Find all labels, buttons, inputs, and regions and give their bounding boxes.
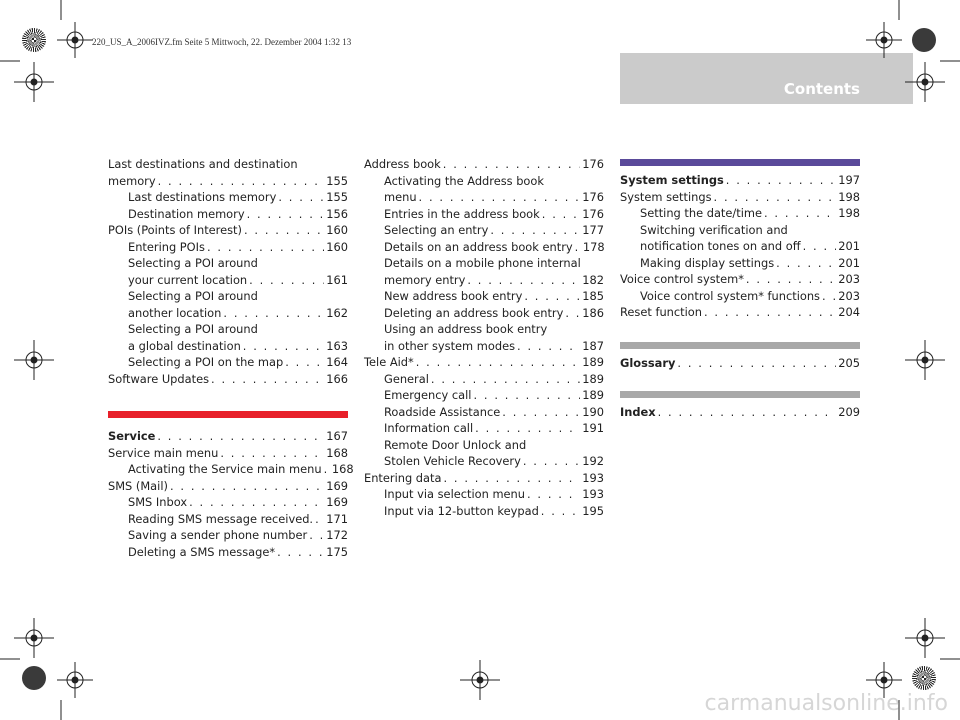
toc-entry[interactable]: SMS (Mail) . . . 169 — [108, 478, 348, 495]
toc-entry-text: Activating the Address book — [384, 173, 544, 188]
section-title-box — [620, 53, 913, 104]
toc-entry[interactable]: Last destinations memory . . . 155 — [108, 189, 348, 206]
rosette-mark-icon — [22, 28, 46, 52]
toc-entry[interactable]: SMS Inbox . . . 169 — [108, 494, 348, 511]
toc-entry[interactable]: Deleting a SMS message* . . . 175 — [108, 544, 348, 561]
crosshair-icon — [14, 618, 54, 658]
toc-entry[interactable]: Making display settings . . . 201 — [620, 255, 860, 272]
toc-entry[interactable]: your current location . . . 161 — [108, 272, 348, 289]
toc-entry-text: Switching verification and — [640, 222, 788, 237]
toc-entry[interactable]: System settings . . . 198 — [620, 189, 860, 206]
toc-entry[interactable]: menu . . . 176 — [364, 189, 604, 206]
index-section-bar — [620, 391, 860, 398]
toc-entry[interactable]: Voice control system* . . . 203 — [620, 271, 860, 288]
toc-entry[interactable]: Software Updates . . . 166 — [108, 371, 348, 388]
toc-entry[interactable]: Information call . . . 191 — [364, 420, 604, 437]
toc-entry[interactable]: Input via selection menu . . . 193 — [364, 486, 604, 503]
toc-entry[interactable]: memory . . . 155 — [108, 173, 348, 190]
rosette-mark-icon — [912, 666, 936, 690]
toc-entry[interactable]: POIs (Points of Interest) . . . 160 — [108, 222, 348, 239]
toc-entry[interactable]: Address book . . . 176 — [364, 156, 604, 173]
toc-entry[interactable]: Details on an address book entry . . . 178 — [364, 239, 604, 256]
toc-column-1 — [108, 156, 354, 560]
crosshair-icon — [14, 62, 54, 102]
section-title: Contents — [783, 80, 860, 98]
toc-entry[interactable]: Selecting a POI on the map . . . 164 — [108, 354, 348, 371]
system-settings-section-bar — [620, 159, 860, 166]
toc-section-system-settings[interactable]: System settings . . . 197 — [620, 172, 860, 189]
toc-entry[interactable]: Setting the date/time . . . 198 — [620, 205, 860, 222]
dark-dot-mark-icon — [22, 666, 46, 690]
toc-entry-text: Using an address book entry — [384, 322, 548, 336]
toc-entry[interactable]: Service main menu . . . 168 — [108, 445, 348, 462]
toc-entry[interactable]: in other system modes . . . 187 — [364, 338, 604, 355]
toc-entry[interactable]: Entering POIs . . . 160 — [108, 239, 348, 256]
crosshair-icon — [905, 618, 945, 658]
watermark: carmanualsonline.info — [704, 691, 948, 716]
crosshair-icon — [57, 22, 93, 58]
toc-column-3 — [620, 159, 860, 421]
toc-entry[interactable]: Entering data . . . 193 — [364, 470, 604, 487]
toc-entry[interactable]: Reset function . . . 204 — [620, 304, 860, 321]
dark-dot-mark-icon — [912, 28, 936, 52]
toc-entry[interactable]: New address book entry . . . 185 — [364, 288, 604, 305]
toc-entry[interactable]: Destination memory . . . 156 — [108, 206, 348, 223]
toc-section-glossary[interactable]: Glossary . . . 205 — [620, 355, 860, 372]
toc-entry[interactable]: another location . . . 162 — [108, 305, 348, 322]
toc-entry[interactable]: Voice control system* functions . . . 203 — [620, 288, 860, 305]
toc-entry[interactable]: Selecting an entry . . . 177 — [364, 222, 604, 239]
toc-entry[interactable]: a global destination . . . 163 — [108, 338, 348, 355]
service-section-bar — [108, 411, 348, 418]
toc-entry-text: Selecting a POI around — [128, 322, 258, 336]
toc-entry[interactable]: Tele Aid* . . . 189 — [364, 354, 604, 371]
toc-entry[interactable]: Activating the Service main menu . . . 168 — [108, 461, 348, 478]
toc-entry[interactable]: Saving a sender phone number . . . 172 — [108, 527, 348, 544]
toc-entry[interactable]: Deleting an address book entry . . . 186 — [364, 305, 604, 322]
crosshair-icon — [57, 662, 93, 698]
toc-entry[interactable]: Stolen Vehicle Recovery . . . 192 — [364, 453, 604, 470]
crosshair-icon — [905, 340, 945, 380]
toc-entry-text: Last destinations and destination — [108, 157, 298, 171]
file-info-header: 220_US_A_2006IVZ.fm Seite 5 Mittwoch, 22. Dezember 2004 1:32 13 — [92, 37, 352, 47]
toc-entry[interactable]: Input via 12-button keypad . . . 195 — [364, 503, 604, 520]
toc-entry[interactable]: Entries in the address book . . . 176 — [364, 206, 604, 223]
glossary-section-bar — [620, 342, 860, 349]
toc-entry[interactable]: Reading SMS message received. . . . 171 — [108, 511, 348, 528]
crosshair-icon — [460, 660, 500, 700]
crosshair-icon — [14, 340, 54, 380]
toc-entry[interactable]: Emergency call . . . 189 — [364, 387, 604, 404]
toc-entry-text: Selecting a POI around — [128, 289, 258, 303]
toc-entry[interactable]: notification tones on and off . . . 201 — [620, 238, 860, 255]
toc-entry[interactable]: General . . . 189 — [364, 371, 604, 388]
toc-entry-text: Selecting a POI around — [128, 256, 258, 270]
toc-section-service[interactable]: Service . . . 167 — [108, 428, 348, 445]
toc-entry[interactable]: Roadside Assistance . . . 190 — [364, 404, 604, 421]
toc-column-2 — [364, 156, 604, 519]
toc-entry[interactable]: memory entry . . . 182 — [364, 272, 604, 289]
toc-section-index[interactable]: Index . . . 209 — [620, 404, 860, 421]
toc-entry-text: Remote Door Unlock and — [384, 437, 527, 452]
toc-entry-text: Details on a mobile phone internal — [384, 256, 581, 270]
